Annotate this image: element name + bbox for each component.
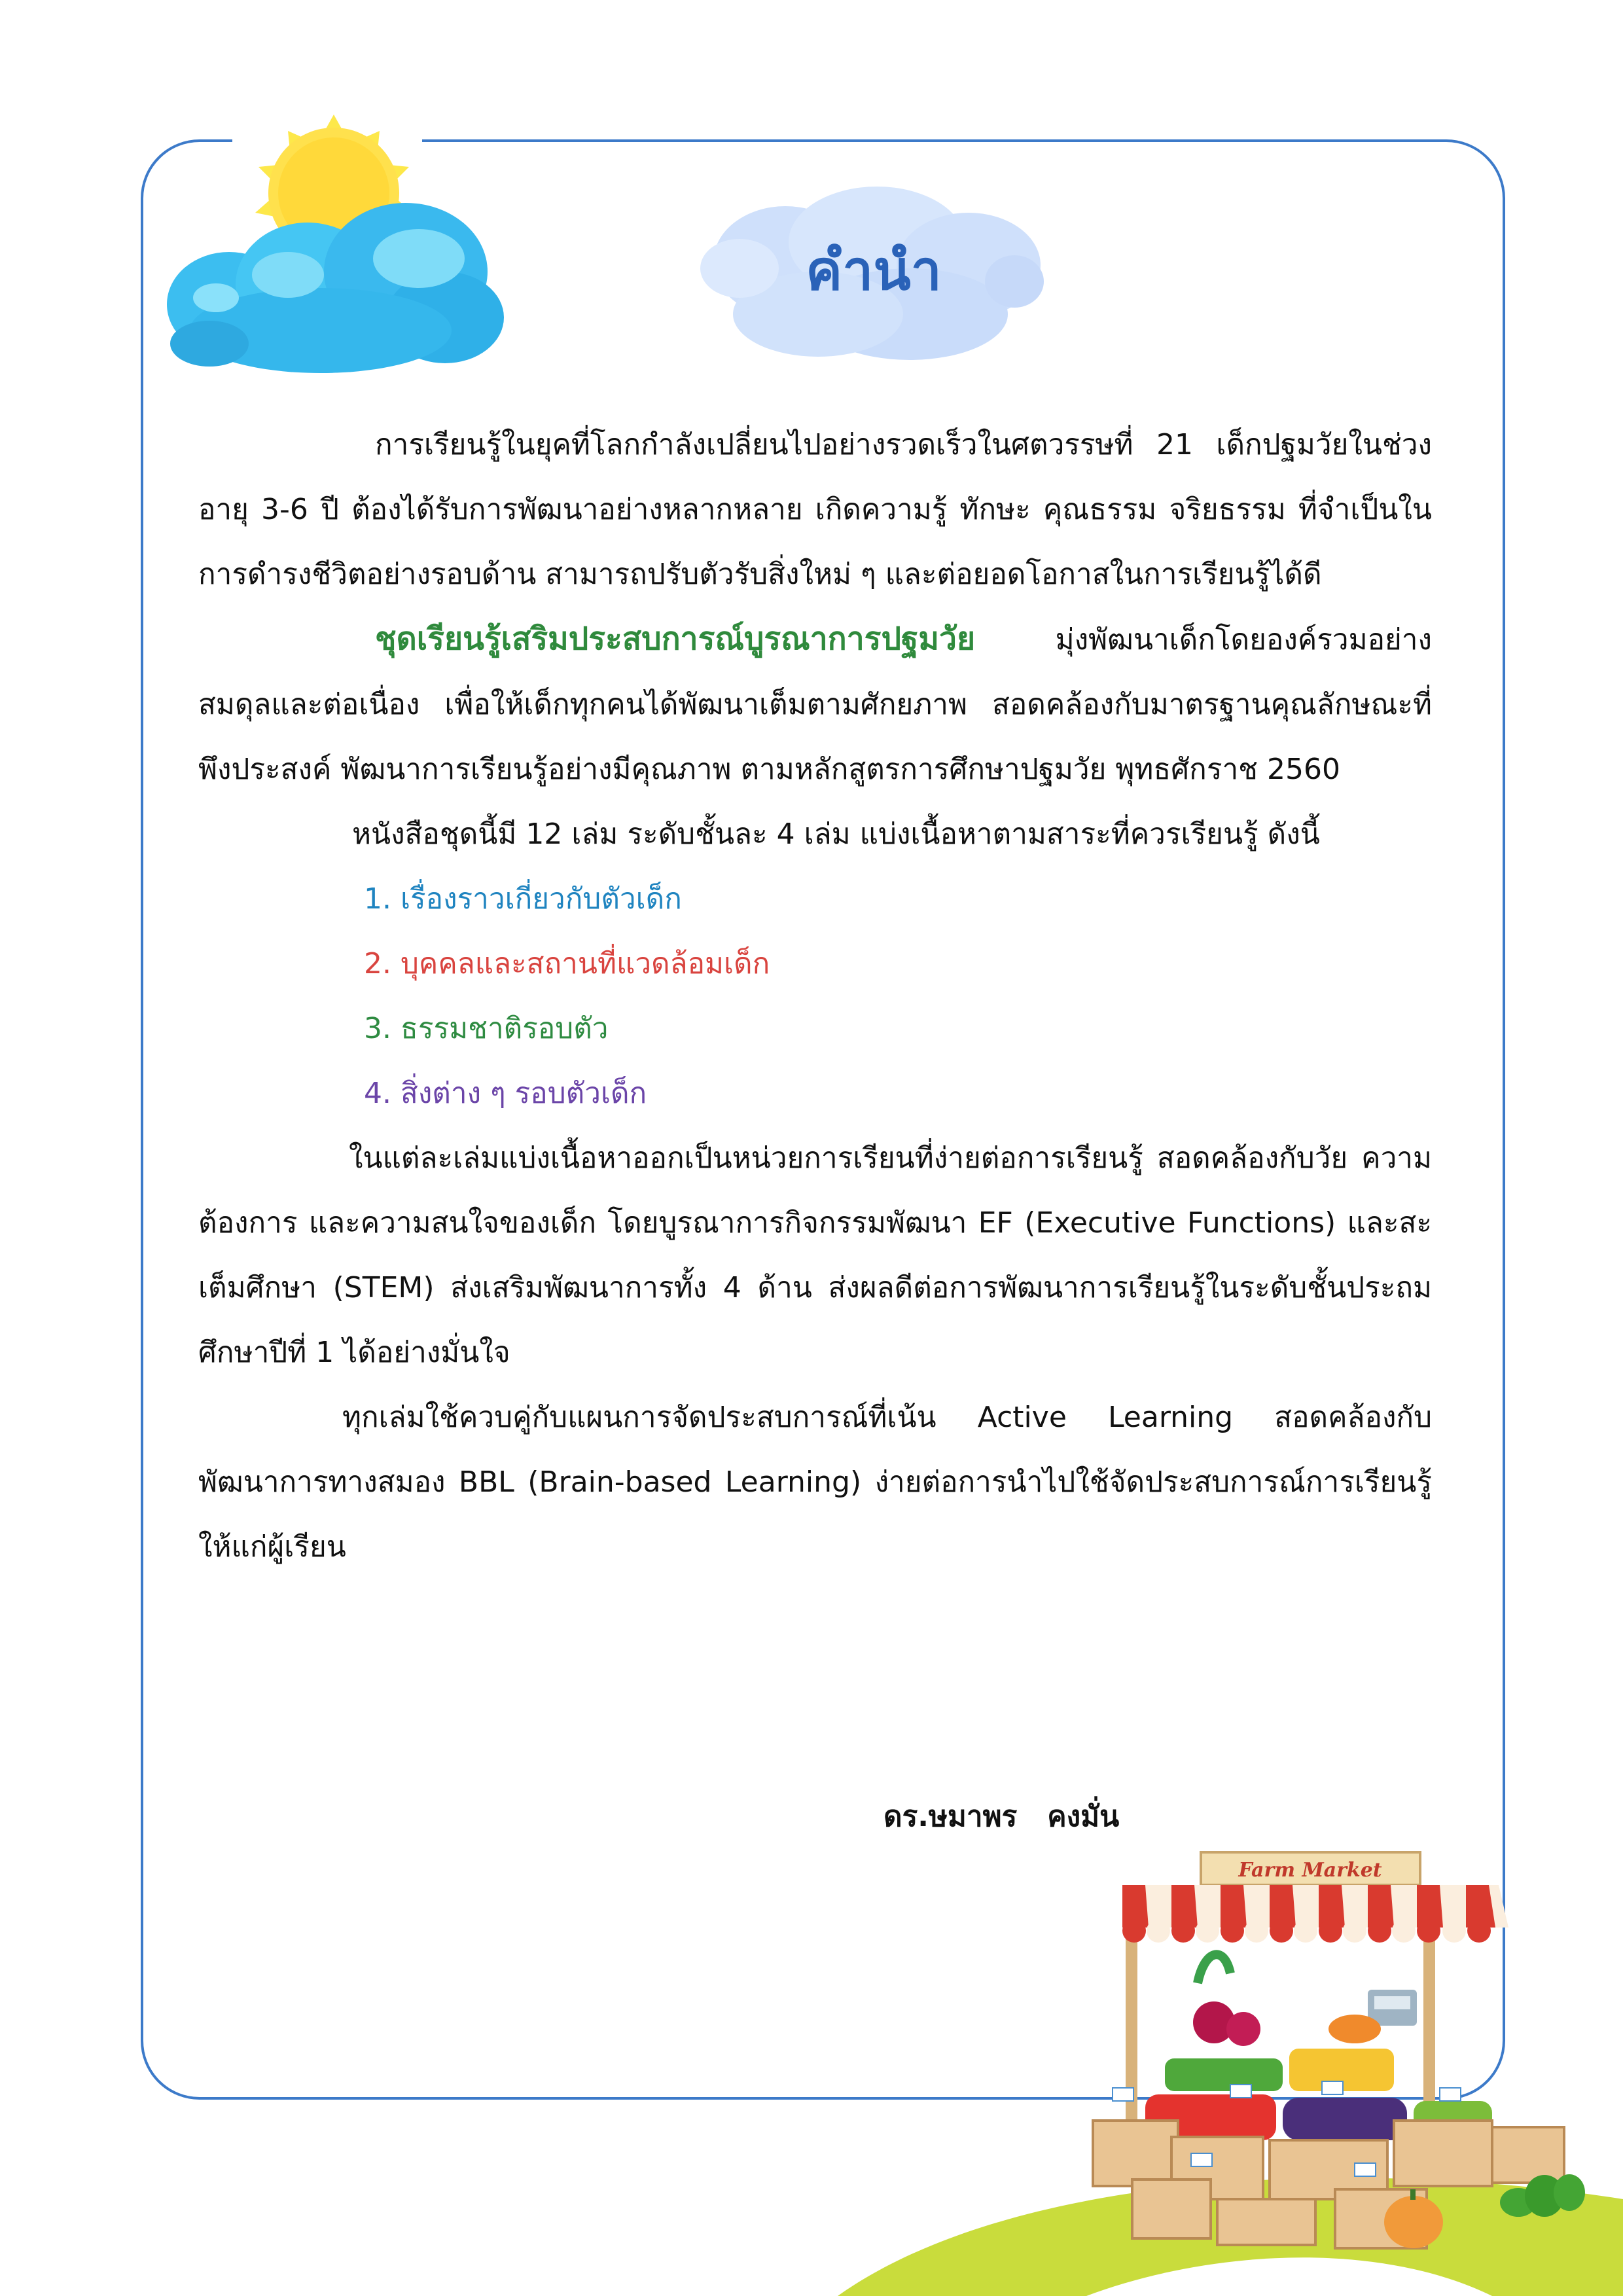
topic-item-3: 3. ธรรมชาติรอบตัว <box>364 1012 609 1045</box>
topic-item-1: 1. เรื่องราวเกี่ยวกับตัวเด็ก <box>364 882 682 916</box>
greens-icon <box>1165 2058 1283 2091</box>
preface-body <box>198 412 1432 1579</box>
eggplant-icon <box>1283 2098 1407 2140</box>
series-title-highlight: ชุดเรียนรู้เสริมประสบการณ์บูรณาการปฐมวัย <box>375 620 976 657</box>
sprout-icon <box>1499 2166 1590 2219</box>
paragraph-1: การเรียนรู้ในยุคที่โลกกำลังเปลี่ยนไปอย่างรวดเร็วในศตวรรษที่ 21 เด็กปฐมวัยในช่วงอายุ 3-6 ปี ต้องได้รับการพัฒนาอย่างหลากหลาย เกิดความรู้ ทักษะ คุณธรรม จริยธรรม ที่จำเป็นในการดำรงชีวิตอย่างรอบด้าน สามารถปรับตัวรับสิ่งใหม่ ๆ และต่อยอดโอกาสในการเรียนรู้ได้ดี <box>198 428 1432 591</box>
page-title: คำนำ <box>806 238 942 302</box>
wooden-crates <box>1093 2121 1564 2248</box>
topic-item-4: 4. สิ่งต่าง ๆ รอบตัวเด็ก <box>364 1077 647 1110</box>
paragraph-2-text: มุ่งพัฒนาเด็กโดยองค์รวมอย่างสมดุลและต่อเนื่อง เพื่อให้เด็กทุกคนได้พัฒนาเต็มตามศักยภาพ สอดคล้องกับมาตรฐานคุณลักษณะที่พึงประสงค์ พัฒนาการเรียนรู้อย่างมีคุณภาพ ตามหลักสูตรการศึกษาปฐมวัย พุทธศักราช 2560 <box>198 623 1432 786</box>
paragraph-2 <box>198 607 1432 802</box>
market-sign-text: Farm Market <box>1238 1859 1382 1882</box>
topic-item-2: 2. บุคคลและสถานที่แวดล้อมเด็ก <box>364 947 770 980</box>
topic-list <box>198 867 1432 1126</box>
author-signature: ดร.ษมาพร คงมั่น <box>883 1800 1120 1833</box>
beet-icon <box>1193 1954 1260 2046</box>
cloud-icon <box>167 203 504 373</box>
paragraph-3: หนังสือชุดนี้มี 12 เล่ม ระดับชั้นละ 4 เล่ม แบ่งเนื้อหาตามสาระที่ควรเรียนรู้ ดังนี้ <box>352 817 1320 851</box>
paragraph-4: ในแต่ละเล่มแบ่งเนื้อหาออกเป็นหน่วยการเรียนที่ง่ายต่อการเรียนรู้ สอดคล้องกับวัย ความต้องการ และความสนใจของเด็ก โดยบูรณาการกิจกรรมพัฒนา EF (Executive Functions) และสะเต็มศึกษา (STEM) ส่งเสริมพัฒนาการทั้ง 4 ด้าน ส่งผลดีต่อการพัฒนาการเรียนรู้ในระดับชั้นประถมศึกษาปีที่ 1 ได้อย่างมั่นใจ <box>198 1141 1432 1369</box>
sun-cloud-illustration <box>157 108 510 376</box>
melon-icon <box>1329 2015 1381 2043</box>
paragraph-5: ทุกเล่มใช้ควบคู่กับแผนการจัดประสบการณ์ที่เน้น Active Learning สอดคล้องกับพัฒนาการทางสมอง BBL (Brain-based Learning) ง่ายต่อการนำไปใช้จัดประสบการณ์การเรียนรู้ให้แก่ผู้เรียน <box>198 1401 1432 1564</box>
